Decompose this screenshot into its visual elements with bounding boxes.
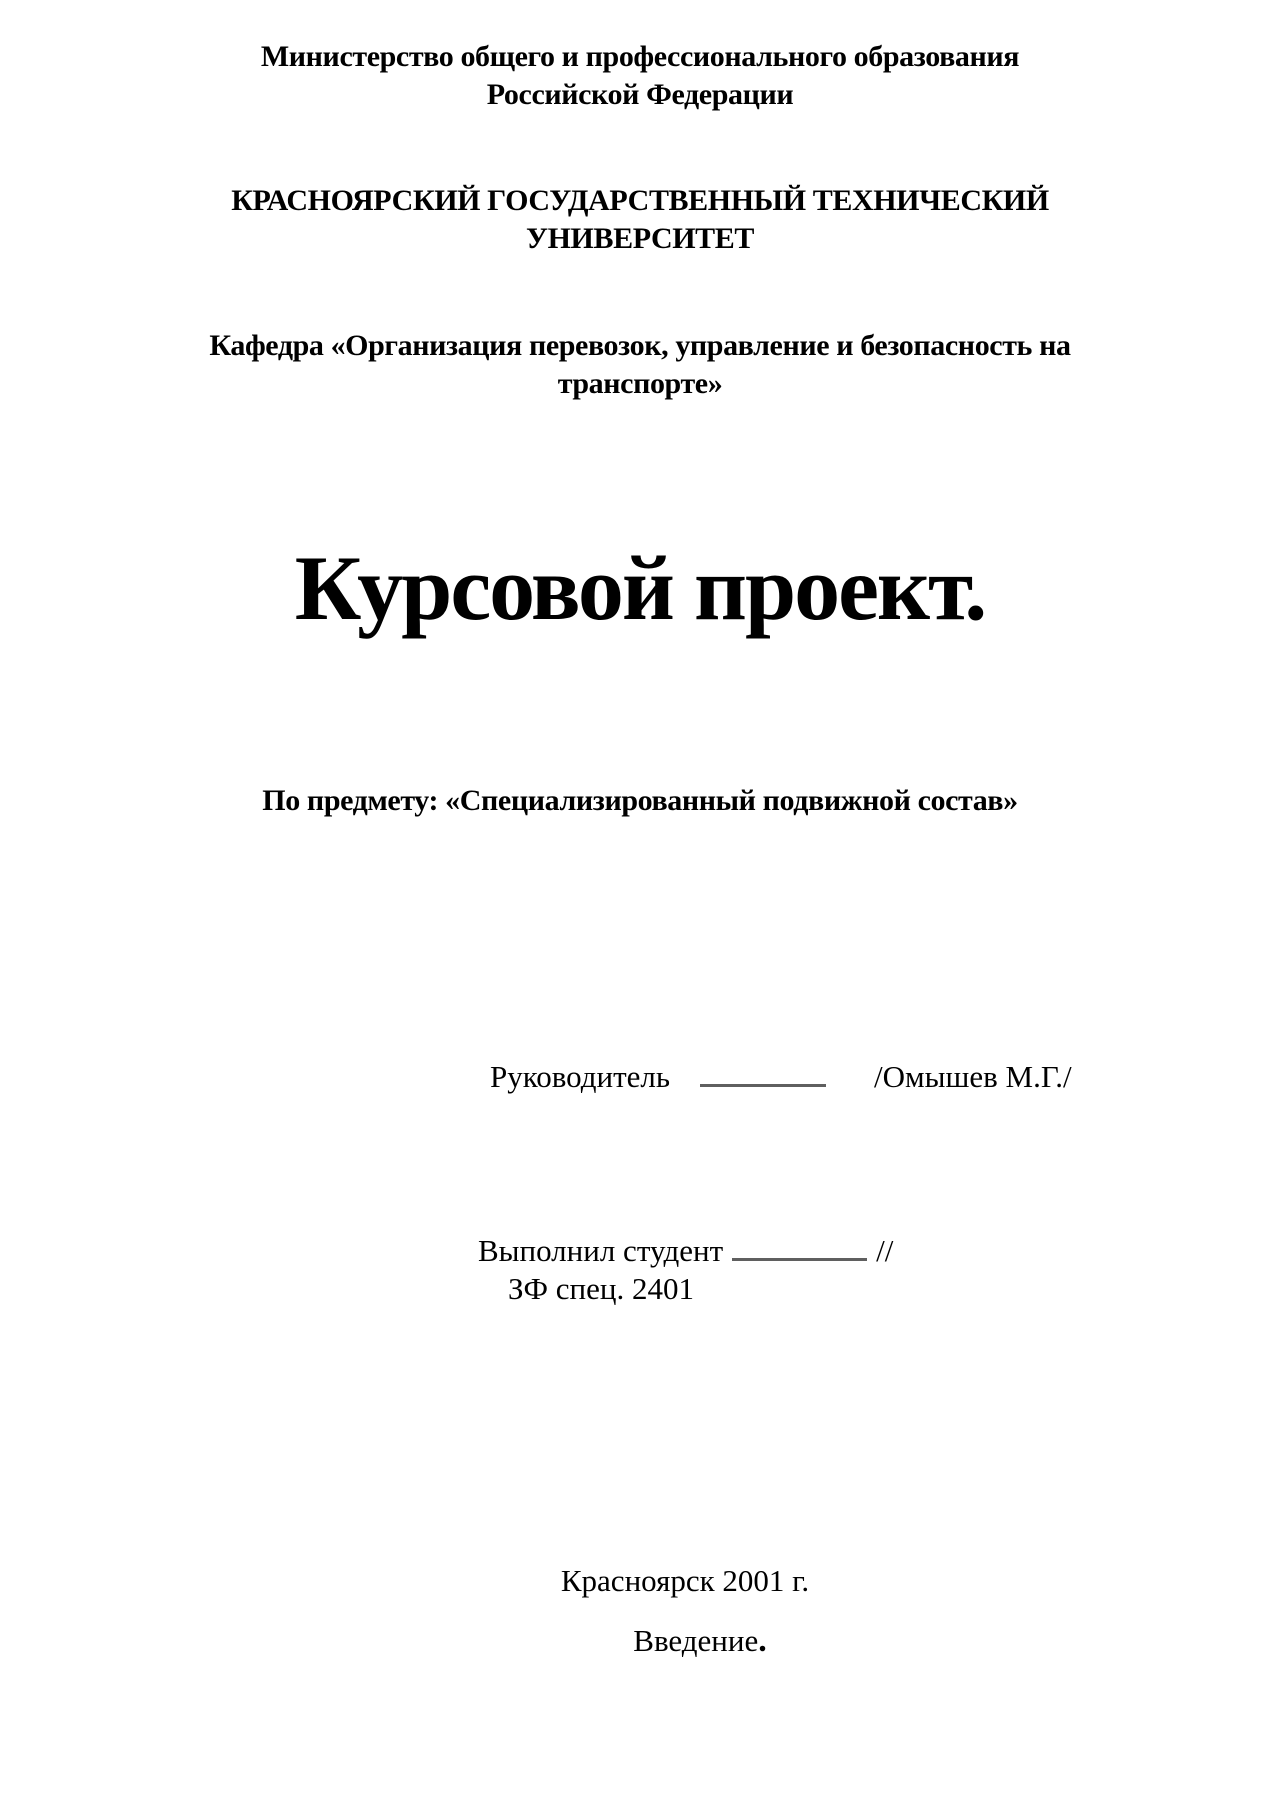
ministry-line-1: Министерство общего и профессионального образования bbox=[260, 40, 1020, 73]
introduction-text: Введение bbox=[633, 1623, 759, 1658]
student-row bbox=[478, 1232, 893, 1270]
supervisor-name: /Омышев М.Г./ bbox=[874, 1059, 1072, 1094]
university-heading bbox=[0, 182, 1280, 258]
city-year: Красноярск 2001 г. bbox=[560, 1563, 810, 1598]
introduction-heading bbox=[0, 1622, 1280, 1660]
student-signature-blank bbox=[732, 1257, 867, 1261]
introduction-period: . bbox=[758, 1622, 767, 1659]
supervisor-label: Руководитель bbox=[490, 1059, 671, 1094]
supervisor-signature-blank bbox=[700, 1083, 826, 1087]
ministry-heading bbox=[0, 38, 1280, 114]
department-line-1: Кафедра «Организация перевозок, управление и безопасность на bbox=[209, 329, 1071, 362]
course-title: Курсовой проект. bbox=[294, 537, 986, 639]
student-name-placeholder: // bbox=[876, 1233, 894, 1268]
student-group: ЗФ спец. 2401 bbox=[508, 1271, 694, 1306]
student-label: Выполнил студент bbox=[478, 1233, 724, 1268]
subject-line: По предмету: «Специализированный подвижной состав» bbox=[262, 784, 1018, 817]
department-line-2: транспорте» bbox=[557, 367, 723, 400]
supervisor-row bbox=[490, 1058, 1072, 1096]
university-line-1: КРАСНОЯРСКИЙ ГОСУДАРСТВЕННЫЙ ТЕХНИЧЕСКИЙ bbox=[231, 184, 1049, 217]
department-heading bbox=[0, 327, 1280, 403]
university-line-2: УНИВЕРСИТЕТ bbox=[525, 222, 755, 255]
ministry-line-2: Российской Федерации bbox=[486, 78, 794, 111]
